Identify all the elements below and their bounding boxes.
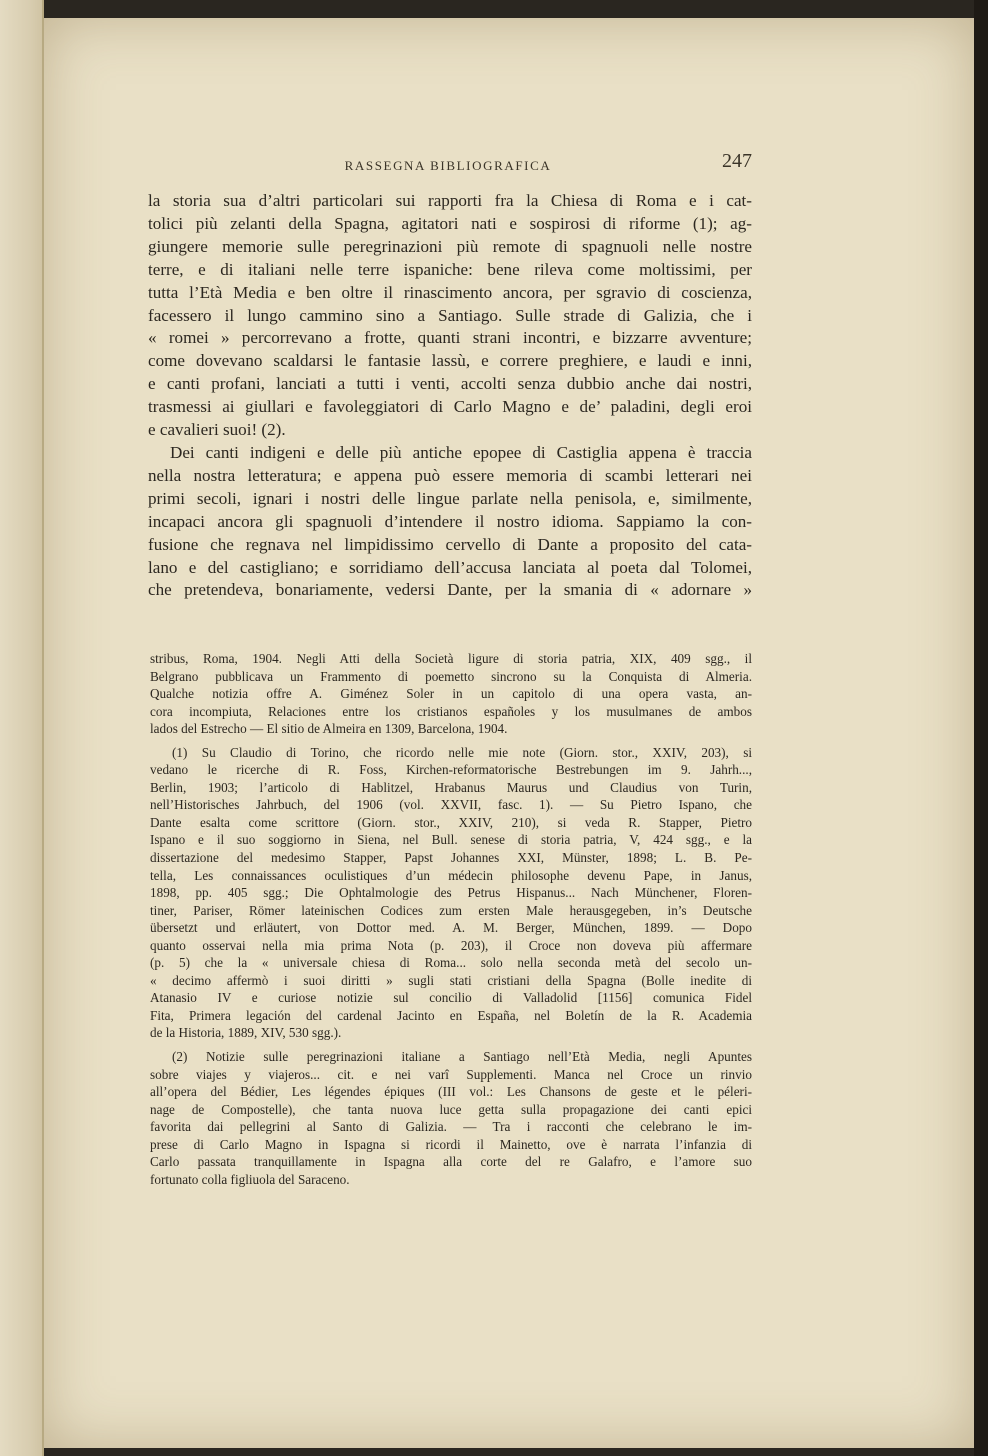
footnote-line: tella, Les connaissances oculistiques d’un médecin philosophe devenu Pape, in Janus,: [150, 867, 752, 883]
footnote-line: cora incompiuta, Relaciones entre los cristianos españoles y los musulmanes de ambos: [150, 703, 752, 719]
footnote-line: 1898, pp. 405 sgg.; Die Ophtalmologie des Petrus Hispanus... Nach Münchener, Floren-: [150, 885, 752, 901]
footnote-1: [150, 744, 752, 1042]
body-text: [148, 190, 752, 602]
footnote-line: lados del Estrecho — El sitio de Almeira en 1309, Barcelona, 1904.: [150, 721, 508, 737]
body-line: tutta l’Età Media e ben oltre il rinascimento ancora, per sgravio di coscienza,: [148, 282, 752, 302]
body-line: e cavalieri suoi! (2).: [148, 420, 286, 440]
footnote-line: « decimo affermò i suoi diritti » sugli stati cristiani della Spagna (Bolle inedite di: [150, 972, 752, 988]
footnote-line: fortunato colla figliuola del Saraceno.: [150, 1171, 350, 1187]
footnote-line: prese di Carlo Magno in Ispagna si ricordi il Mainetto, ove è narrata l’infanzia di: [150, 1136, 752, 1152]
body-line: trasmessi ai giullari e favoleggiatori di Carlo Magno e de’ paladini, degli eroi: [148, 397, 752, 417]
footnote-line: (1) Su Claudio di Torino, che ricordo nelle mie note (Giorn. stor., XXIV, 203), si: [172, 744, 752, 760]
footnote-line: Qualche notizia offre A. Giménez Soler in un capitolo di una opera vasta, an-: [150, 686, 752, 702]
footnote-line: nage de Compostelle), che tanta nuova luce getta sulla propagazione dei canti epici: [150, 1101, 752, 1117]
footnote-line: (p. 5) che la « universale chiesa di Roma... solo nella seconda metà del secolo un-: [150, 955, 752, 971]
footnote-line: tiner, Pariser, Römer lateinischen Codices zum ersten Male herausgegeben, in’s Deutsche: [150, 902, 752, 918]
footnote-line: sobre viajes y viajeros... cit. e nei varî Supplementi. Manca nel Croce un rinvio: [150, 1066, 752, 1082]
body-line: primi secoli, ignari i nostri delle lingue parlate nella penisola, e, similmente,: [148, 488, 752, 508]
book-binding: [0, 0, 44, 1456]
footnote-line: favorita dai pellegrini al Santo di Galizia. — Tra i racconti che celebrano le im-: [150, 1119, 752, 1135]
body-line: fusione che regnava nel limpidissimo cervello di Dante a proposito del cata-: [148, 534, 752, 554]
footnote-line: Ispano e il suo soggiorno in Siena, nel Bull. senese di storia patria, V, 424 sgg., e la: [150, 832, 752, 848]
footnotes: [150, 650, 752, 1188]
footnote-line: dissertazione del medesimo Stapper, Papst Johannes XXI, Münster, 1898; L. B. Pe-: [150, 850, 752, 866]
body-line: Dei canti indigeni e delle più antiche epopee di Castiglia appena è traccia: [170, 442, 752, 462]
body-line: giungere memorie sulle peregrinazioni più remote di spagnuoli nelle nostre: [148, 236, 752, 256]
footnote-line: de la Historia, 1889, XIV, 530 sgg.).: [150, 1025, 342, 1041]
body-line: lano e del castigliano; e sorridiamo dell’accusa lanciata al poeta dal Tolomei,: [148, 557, 752, 577]
body-line: incapaci ancora gli spagnuoli d’intendere il nostro idioma. Sappiamo la con-: [148, 511, 752, 531]
footnote-line: Carlo passata tranquillamente in Ispagna alla corte del re Galafro, e l’amore suo: [150, 1154, 752, 1170]
page-number: 247: [722, 150, 752, 172]
footnote-line: Berlin, 1903; l’articolo di Hablitzel, Hrabanus Maurus und Claudius von Turin,: [150, 779, 752, 795]
footnote-line: übersetzt und erläutert, von Dottor med. A. M. Berger, München, 1899. — Dopo: [150, 920, 752, 936]
body-line: tolici più zelanti della Spagna, agitatori nati e sospirosi di riforme (1); ag-: [148, 213, 752, 233]
body-line: nella nostra letteratura; e appena può essere memoria di scambi letterari nei: [148, 465, 752, 485]
footnote-line: nell’Historisches Jahrbuch, del 1906 (vol. XXVII, fasc. 1). — Su Pietro Ispano, che: [150, 797, 752, 813]
footnote-line: Dante esalta come scrittore (Giorn. stor., XXIV, 210), si veda R. Stapper, Pietro: [150, 814, 752, 830]
footnote-line: quanto osservai nella mia prima Nota (p. 203), il Croce non doveva più affermare: [150, 937, 752, 953]
footnote-continuation: [150, 650, 752, 738]
page-edge: [974, 0, 988, 1456]
body-line: facessero il lungo cammino sino a Santiago. Sulle strade di Galizia, che i: [148, 305, 752, 325]
running-title: RASSEGNA BIBLIOGRAFICA: [344, 158, 552, 173]
body-line: terre, e di italiani nelle terre ispaniche: bene rileva come moltissimi, per: [148, 259, 752, 279]
footnote-line: (2) Notizie sulle peregrinazioni italiane a Santiago nell’Età Media, negli Apuntes: [172, 1049, 752, 1065]
body-line: « romei » percorrevano a frotte, quanti strani incontri, e bizzarre avventure;: [148, 328, 752, 348]
body-line: come dovevano scaldarsi le fantasie lassù, e correre preghiere, e laudi e inni,: [148, 351, 752, 371]
body-line: che pretendeva, bonariamente, vedersi Dante, per la smania di « adornare »: [148, 580, 752, 600]
footnote-line: all’opera del Bédier, Les légendes épiques (III vol.: Les Chansons de geste et le péleri-: [150, 1084, 752, 1100]
footnote-line: Fita, Primera legación del cardenal Jacinto en España, nel Boletín de la R. Academia: [150, 1007, 752, 1023]
body-line: la storia sua d’altri particolari sui rapporti fra la Chiesa di Roma e i cat-: [148, 191, 752, 210]
footnote-line: vedano le ricerche di R. Foss, Kirchen-reformatorische Bestrebungen im 9. Jahrh...,: [150, 762, 752, 778]
footnote-line: stribus, Roma, 1904. Negli Atti della Società ligure di storia patria, XIX, 409 sgg., il: [150, 651, 752, 666]
footnote-2: [150, 1048, 752, 1188]
footnote-line: Atanasio IV e curiose notizie sul concilio di Valladolid [1156] comunica Fidel: [150, 990, 752, 1006]
body-line: e canti profani, lanciati a tutti i venti, accolti senza dubbio anche dai nostri,: [148, 374, 752, 394]
footnote-line: Belgrano pubblicava un Frammento di poemetto sincrono su la Conquista di Almeria.: [150, 668, 752, 684]
